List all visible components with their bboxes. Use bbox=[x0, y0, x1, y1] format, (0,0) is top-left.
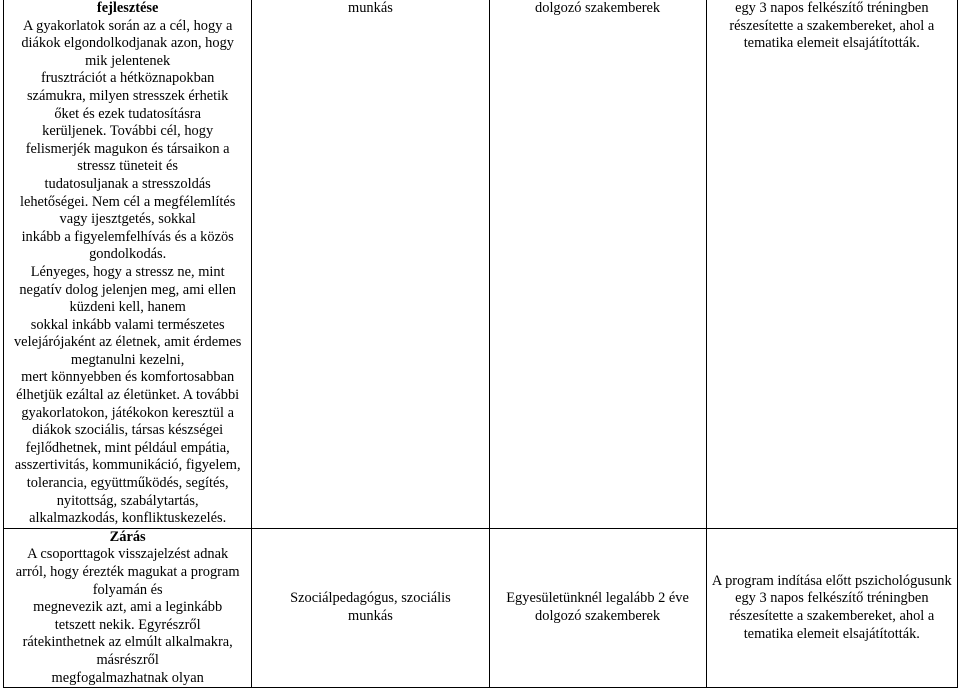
section-heading: Zárás bbox=[109, 528, 146, 545]
description-line: fejlődhetnek, mint például empátia, bbox=[25, 439, 230, 456]
preparation-line: részesítette a szakembereket, ahol a bbox=[729, 607, 935, 624]
description-line: megtanulni kezelni, bbox=[70, 351, 185, 368]
description-line: másrészről bbox=[96, 651, 159, 668]
staff-line: munkás bbox=[348, 607, 393, 624]
description-line: gyakorlatokon, játékokon keresztül a bbox=[21, 404, 234, 421]
preparation-line: tematika elemeit elsajátították. bbox=[743, 625, 920, 642]
description-line: velejárójaként az életnek, amit érdemes bbox=[13, 334, 242, 351]
section-heading: fejlesztése bbox=[96, 0, 159, 16]
table-row bbox=[4, 0, 958, 528]
activity-description-cell bbox=[4, 0, 252, 528]
description-line: asszertivitás, kommunikáció, figyelem, bbox=[14, 457, 241, 474]
description-line: inkább a figyelemfelhívás és a közös bbox=[21, 228, 234, 245]
staff-cell bbox=[252, 0, 489, 528]
preparation-line: egy 3 napos felkészítő tréningben bbox=[735, 0, 929, 16]
description-line: felismerjék magukon és társaikon a bbox=[25, 140, 230, 157]
activity-description-cell bbox=[4, 528, 252, 687]
description-line: tolerancia, együttműködés, segítés, bbox=[26, 475, 229, 492]
description-line: küzdeni kell, hanem bbox=[69, 299, 186, 316]
staff-line: Szociálpedagógus, szociális bbox=[290, 590, 451, 607]
staff-cell bbox=[252, 528, 489, 687]
description-line: negatív dolog jelenjen meg, ami ellen bbox=[19, 281, 236, 298]
description-line: diákok szociális, társas készségei bbox=[32, 422, 224, 439]
description-line: sokkal inkább valami természetes bbox=[30, 316, 225, 333]
description-line: megfogalmazhatnak olyan bbox=[51, 669, 204, 686]
description-line: A gyakorlatok során az a cél, hogy a bbox=[22, 17, 233, 34]
qualification-cell bbox=[489, 0, 706, 528]
description-line: őket és ezek tudatosításra bbox=[54, 105, 201, 122]
description-line: alkalmazkodás, konfliktuskezelés. bbox=[29, 510, 227, 527]
description-line: A csoporttagok visszajelzést adnak bbox=[27, 546, 229, 563]
description-line: számukra, milyen stresszek érhetik bbox=[26, 87, 229, 104]
description-line: megnevezik azt, ami a leginkább bbox=[33, 599, 223, 616]
qualification-line: dolgozó szakemberek bbox=[535, 607, 661, 624]
description-line: rátekinthetnek az elmúlt alkalmakra, bbox=[22, 634, 233, 651]
preparation-cell bbox=[706, 528, 957, 687]
description-line: arról, hogy érezték magukat a program bbox=[15, 564, 240, 580]
qualification-line: Egyesületünknél legalább 2 éve bbox=[506, 590, 689, 607]
table-row bbox=[4, 528, 958, 687]
staff-line: munkás bbox=[348, 0, 393, 16]
description-line: mik jelentenek bbox=[85, 52, 171, 69]
description-line: diákok elgondolkodjanak azon, hogy bbox=[21, 35, 234, 52]
preparation-line: egy 3 napos felkészítő tréningben bbox=[735, 590, 929, 607]
qualification-cell bbox=[489, 528, 706, 687]
description-line: folyamán és bbox=[92, 581, 163, 598]
qualification-line: dolgozó szakemberek bbox=[535, 0, 661, 16]
description-line: élhetjük ezáltal az életünket. A további bbox=[16, 387, 240, 404]
description-line: frusztrációt a hétköznapokban bbox=[40, 70, 215, 87]
description-line: gondolkodás. bbox=[89, 246, 167, 263]
description-line: mert könnyebben és komfortosabban bbox=[21, 369, 235, 386]
description-line: nyitottság, szabálytartás, bbox=[56, 492, 199, 509]
description-line: kerüljenek. További cél, hogy bbox=[42, 123, 214, 140]
description-line: tudatosuljanak a stresszoldás bbox=[44, 175, 211, 192]
description-line: Lényeges, hogy a stressz ne, mint bbox=[30, 263, 225, 280]
preparation-line: A program indítása előtt pszichológusunk bbox=[711, 572, 952, 589]
description-line: stressz tüneteit és bbox=[77, 158, 179, 175]
program-table bbox=[3, 0, 958, 688]
preparation-cell bbox=[706, 0, 957, 528]
description-line: tetszett nekik. Egyrészről bbox=[54, 616, 201, 633]
description-line: vagy ijesztgetés, sokkal bbox=[59, 211, 196, 228]
preparation-line: tematika elemeit elsajátították. bbox=[743, 35, 920, 52]
description-line: lehetőségei. Nem cél a megfélemlítés bbox=[19, 193, 236, 210]
preparation-line: részesítette a szakembereket, ahol a bbox=[729, 17, 935, 34]
